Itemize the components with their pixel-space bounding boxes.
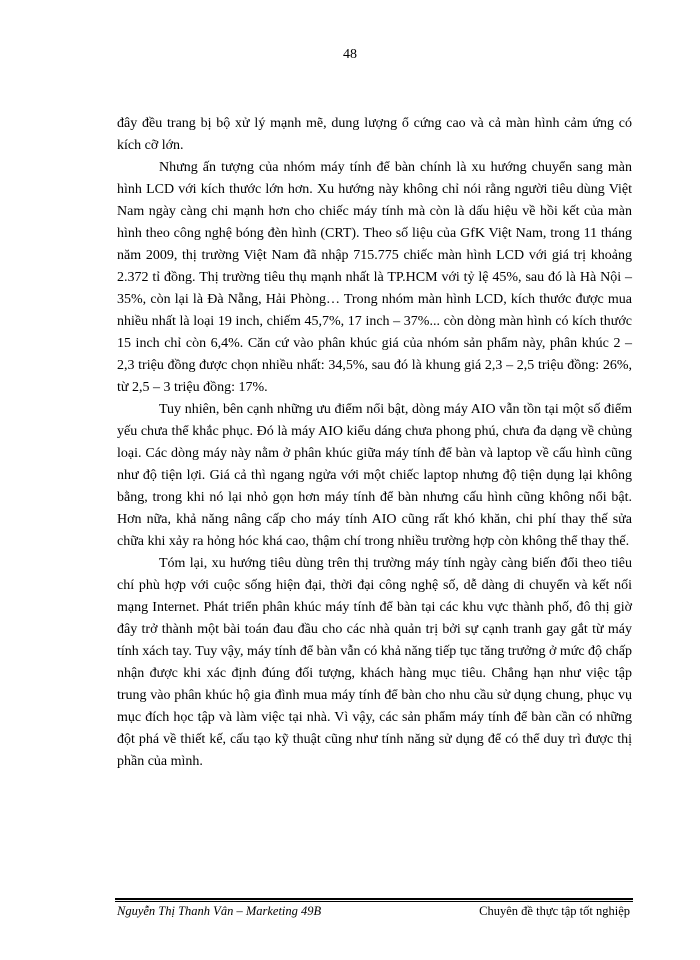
paragraph-lcd-trend: Nhưng ấn tượng của nhóm máy tính để bàn chính là xu hướng chuyển sang màn hình LCD với kích thước lớn hơn. Xu hướng này không chỉ nói rằng người tiêu dùng Việt Nam ngày càng chi mạnh hơn cho chiếc máy tính mà còn là dấu hiệu về hồi kết của màn hình theo công nghệ bóng đèn hình (CRT). Theo số liệu của GfK Việt Nam, trong 11 tháng năm 2009, thị trường Việt Nam đã nhập 715.775 chiếc màn hình LCD với giá trị khoảng 2.372 tỉ đồng. Thị trường tiêu thụ mạnh nhất là TP.HCM với tỷ lệ 45%, sau đó là Hà Nội – 35%, còn lại là Đà Nẵng, Hải Phòng… Trong nhóm màn hình LCD, kích thước được mua nhiều nhất là loại 19 inch, chiếm 45,7%, 17 inch – 37%... còn dòng màn hình có kích thước 15 inch chỉ còn 6,4%. Căn cứ vào phân khúc giá của nhóm sản phẩm này, phân khúc 2 – 2,3 triệu đồng được chọn nhiều nhất: 34,5%, sau đó là khung giá 2,3 – 2,5 triệu đồng: 26%, từ 2,5 – 3 triệu đồng: 17%. <box>117 160 632 395</box>
paragraph-conclusion: Tóm lại, xu hướng tiêu dùng trên thị trường máy tính ngày càng biến đổi theo tiêu chí phù hợp với cuộc sống hiện đại, thời đại công nghệ số, dễ dàng di chuyển và kết nối mạng Internet. Phát triển phân khúc máy tính để bàn tại các khu vực thành phố, đô thị giờ đây trở thành một bài toán đau đầu cho các nhà quản trị bởi sự cạnh tranh gay gắt từ máy tính xách tay. Tuy vậy, máy tính để bàn vẫn có khả năng tiếp tục tăng trưởng ở mức độ chấp nhận được khi xác định đúng đối tượng, khách hàng mục tiêu. Chẳng hạn như việc tập trung vào phân khúc hộ gia đình mua máy tính để bàn cho nhu cầu sử dụng chung, phục vụ mục đích học tập và làm việc tại nhà. Vì vậy, các sản phẩm máy tính để bàn cần có những đột phá về thiết kế, cấu tạo kỹ thuật cũng như tính năng sử dụng để có thể duy trì được thị phần của mình. <box>117 556 632 769</box>
page-number: 48 <box>343 47 357 62</box>
body-text <box>117 113 632 773</box>
footer-divider <box>115 898 633 902</box>
footer-document-title: Chuyên đề thực tập tốt nghiệp <box>479 904 630 918</box>
paragraph-continued: đây đều trang bị bộ xử lý mạnh mẽ, dung lượng ổ cứng cao và cả màn hình cảm ứng có kích cỡ lớn. <box>117 116 632 153</box>
paragraph-aio-weaknesses: Tuy nhiên, bên cạnh những ưu điểm nổi bật, dòng máy AIO vẫn tồn tại một số điểm yếu chưa thể khắc phục. Đó là máy AIO kiểu dáng chưa phong phú, chưa đa dạng về chủng loại. Các dòng máy này nằm ở phân khúc giữa máy tính để bàn và laptop về cấu hình cũng như độ tiện lợi. Giá cả thì ngang ngửa với một chiếc laptop nhưng độ tiện dụng lại không bằng, trong khi nó lại nhỏ gọn hơn máy tính để bàn nhưng cấu hình cũng không nổi bật. Hơn nữa, khả năng nâng cấp cho máy tính AIO cũng rất khó khăn, chi phí thay thế sửa chữa khi xảy ra hỏng hóc khá cao, thậm chí trong nhiều trường hợp còn không thể thay thế. <box>117 402 632 549</box>
footer-author: Nguyễn Thị Thanh Vân – Marketing 49B <box>117 904 322 918</box>
